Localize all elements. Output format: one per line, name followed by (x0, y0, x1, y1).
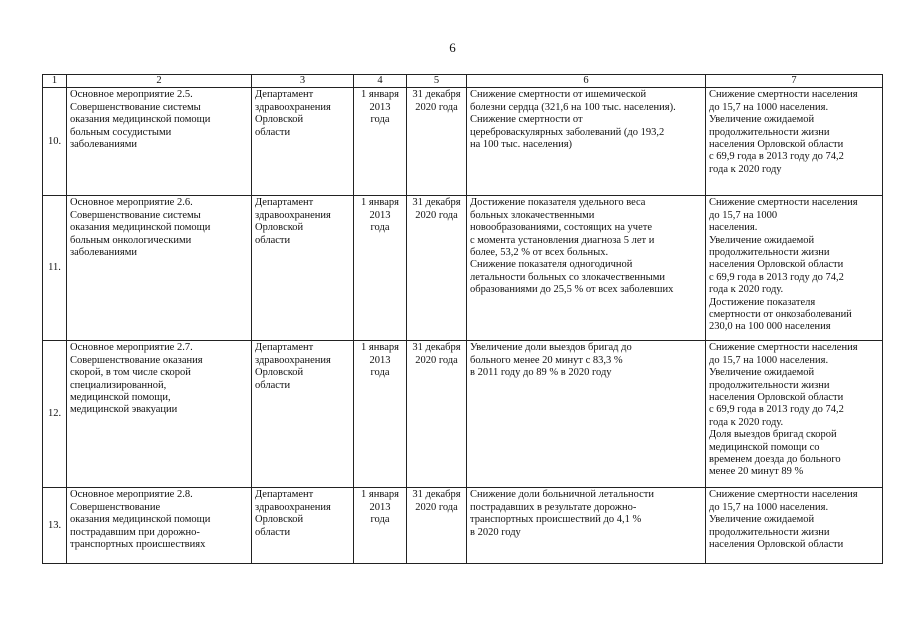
table-row (43, 88, 883, 196)
end-date-cell: 31 декабря 2020 года (407, 88, 467, 196)
column-number: 6 (467, 75, 706, 88)
start-date-cell: 1 января 2013 года (354, 488, 407, 564)
table-row (43, 196, 883, 341)
program-activities-table (42, 74, 883, 564)
activity-cell: Основное мероприятие 2.7. Совершенствование оказания скорой, в том числе скорой специализированной, медицинской помощи, медицинской эвакуации (67, 341, 252, 488)
table-row (43, 488, 883, 564)
indicator-cell: Снижение смертности населения до 15,7 на 1000 населения. Увеличение ожидаемой продолжительности жизни населения Орловской области с 69,9 года в 2013 году до 74,2 года к 2020 году. Доля выездов бригад скорой медицинской помощи со временем доезда до больного менее 20 минут 89 % (706, 341, 883, 488)
table-row (43, 341, 883, 488)
indicator-cell: Снижение смертности населения до 15,7 на 1000 населения. Увеличение ожидаемой продолжительности жизни населения Орловской области с 69,9 года в 2013 году до 74,2 года к 2020 году. Достижение показателя смертности от онкозаболеваний 230,0 на 100 000 населения (706, 196, 883, 341)
column-number: 4 (354, 75, 407, 88)
column-number: 5 (407, 75, 467, 88)
column-number: 3 (252, 75, 354, 88)
end-date-cell: 31 декабря 2020 года (407, 341, 467, 488)
executor-cell: Департамент здравоохранения Орловской области (252, 341, 354, 488)
activity-cell: Основное мероприятие 2.6. Совершенствование системы оказания медицинской помощи больным онкологическими заболеваниями (67, 196, 252, 341)
row-number: 10. (43, 88, 67, 196)
executor-cell: Департамент здравоохранения Орловской области (252, 488, 354, 564)
indicator-cell: Снижение смертности населения до 15,7 на 1000 населения. Увеличение ожидаемой продолжительности жизни населения Орловской области с 69,9 года в 2013 году до 74,2 года к 2020 году (706, 88, 883, 196)
page-number: 6 (449, 40, 456, 55)
indicator-cell: Снижение смертности населения до 15,7 на 1000 населения. Увеличение ожидаемой продолжительности жизни населения Орловской области (706, 488, 883, 564)
activity-cell: Основное мероприятие 2.8. Совершенствование оказания медицинской помощи пострадавшим при дорожно- транспортных происшествиях (67, 488, 252, 564)
column-number: 2 (67, 75, 252, 88)
end-date-cell: 31 декабря 2020 года (407, 196, 467, 341)
executor-cell: Департамент здравоохранения Орловской области (252, 196, 354, 341)
result-cell: Снижение доли больничной летальности пострадавших в результате дорожно- транспортных происшествий до 4,1 % в 2020 году (467, 488, 706, 564)
column-number: 7 (706, 75, 883, 88)
result-cell: Достижение показателя удельного веса больных злокачественными новообразованиями, состоящих на учете с момента установления диагноза 5 лет и более, 53,2 % от всех больных. Снижение показателя одногодичной летальности больных со злокачественными образованиями до 25,5 % от всех заболевших (467, 196, 706, 341)
row-number: 12. (43, 341, 67, 488)
end-date-cell: 31 декабря 2020 года (407, 488, 467, 564)
start-date-cell: 1 января 2013 года (354, 196, 407, 341)
start-date-cell: 1 января 2013 года (354, 88, 407, 196)
row-number: 11. (43, 196, 67, 341)
column-number: 1 (43, 75, 67, 88)
result-cell: Снижение смертности от ишемической болезни сердца (321,6 на 100 тыс. населения). Снижение смертности от цереброваскулярных заболеваний (до 193,2 на 100 тыс. населения) (467, 88, 706, 196)
start-date-cell: 1 января 2013 года (354, 341, 407, 488)
result-cell: Увеличение доли выездов бригад до больного менее 20 минут с 83,3 % в 2011 году до 89 % в 2020 году (467, 341, 706, 488)
executor-cell: Департамент здравоохранения Орловской области (252, 88, 354, 196)
row-number: 13. (43, 488, 67, 564)
activity-cell: Основное мероприятие 2.5. Совершенствование системы оказания медицинской помощи больным сосудистыми заболеваниями (67, 88, 252, 196)
column-number-row (43, 75, 883, 88)
